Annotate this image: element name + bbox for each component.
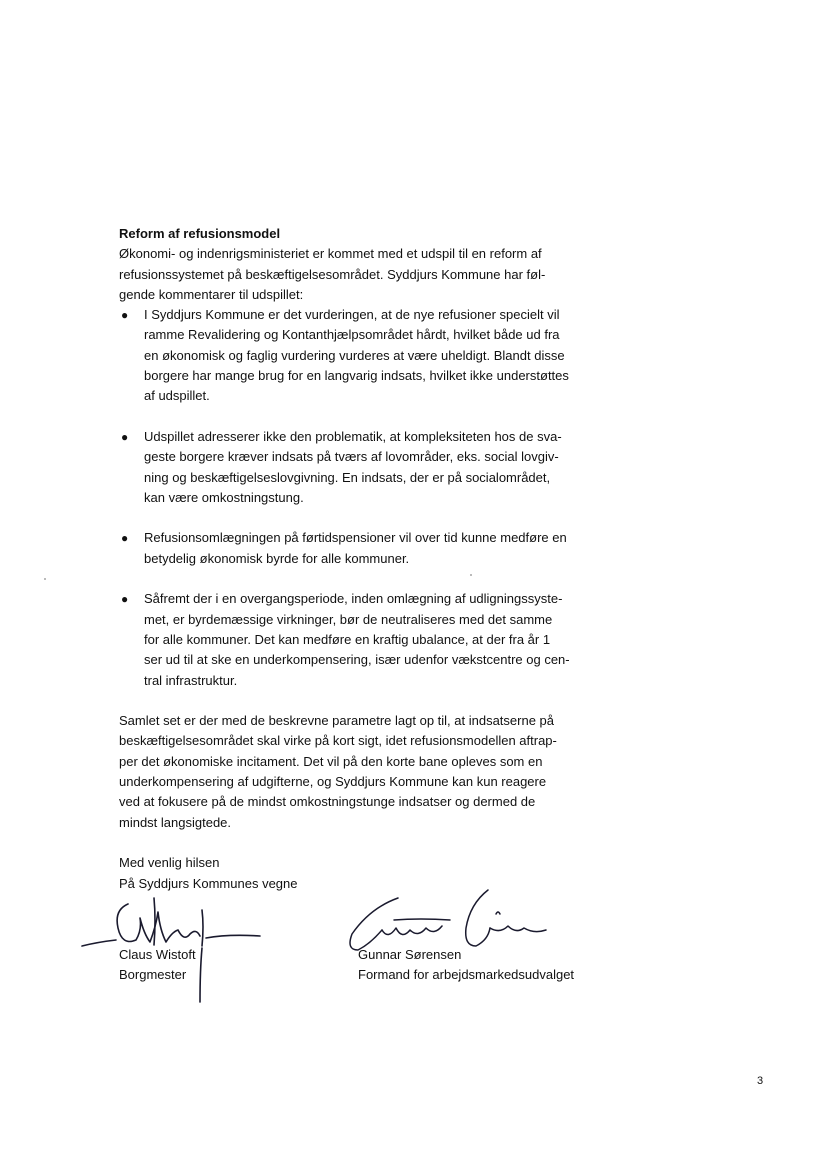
closing-line: Samlet set er der med de beskrevne parametre lagt op til, at indsatserne på bbox=[119, 713, 555, 729]
intro-paragraph bbox=[119, 244, 589, 305]
comment-line: en økonomisk og faglig vurdering vurderes at være uheldigt. Blandt disse bbox=[144, 347, 565, 363]
comment-line: af udspillet. bbox=[144, 388, 210, 404]
comment-item bbox=[119, 589, 589, 690]
comment-item bbox=[119, 528, 589, 569]
comment-line: Udspillet adresserer ikke den problematik, at kompleksiteten hos de sva- bbox=[144, 428, 562, 444]
greeting-line: Med venlig hilsen bbox=[119, 855, 220, 871]
signatory-title: Borgmester bbox=[119, 967, 187, 983]
comment-line: for alle kommuner. Det kan medføre en kraftig ubalance, at der fra år 1 bbox=[144, 631, 551, 647]
scan-speck bbox=[44, 578, 46, 580]
bullet-dot-icon: ● bbox=[121, 592, 129, 607]
comment-line: Såfremt der i en overgangsperiode, inden omlægning af udligningssyste- bbox=[144, 591, 563, 607]
signatory-name: Gunnar Sørensen bbox=[358, 947, 462, 962]
comment-line: geste borgere kræver indsats på tværs af lovområder, eks. social lovgiv- bbox=[144, 449, 559, 465]
comment-line: ning og beskæftigelseslovgivning. En indsats, der er på socialområdet, bbox=[144, 469, 551, 485]
closing-line: beskæftigelsesområdet skal virke på kort sigt, idet refusionsmodellen aftrap- bbox=[119, 733, 557, 749]
bullet-dot-icon: ● bbox=[121, 531, 129, 546]
comment-line: kan være omkostningstung. bbox=[144, 489, 304, 505]
signatory-left bbox=[119, 945, 196, 986]
comment-item bbox=[119, 427, 589, 508]
letter-body bbox=[119, 224, 589, 894]
intro-line: Økonomi- og indenrigsministeriet er kommet med et udspil til en reform af bbox=[119, 246, 542, 262]
comment-line: I Syddjurs Kommune er det vurderingen, at de nye refusioner specielt vil bbox=[144, 307, 560, 323]
comment-line: met, er byrdemæssige virkninger, bør de neutraliseres med det samme bbox=[144, 611, 553, 627]
comment-list bbox=[119, 305, 589, 691]
comment-item bbox=[119, 305, 589, 406]
bullet-dot-icon: ● bbox=[121, 429, 129, 444]
signatory-name: Claus Wistoft bbox=[119, 947, 196, 962]
page-number: 3 bbox=[757, 1075, 764, 1087]
closing-paragraph bbox=[119, 711, 589, 833]
bullet-dot-icon: ● bbox=[121, 308, 129, 323]
closing-line: underkompensering af udgifterne, og Syddjurs Kommune kan kun reagere bbox=[119, 774, 547, 790]
intro-line: refusionssystemet på beskæftigelsesområdet. Syddjurs Kommune har føl- bbox=[119, 266, 546, 282]
closing-line: per det økonomiske incitament. Det vil på den korte bane opleves som en bbox=[119, 753, 543, 769]
signatory-right bbox=[358, 945, 574, 986]
comment-line: ser ud til at ske en underkompensering, især udenfor vækstcentre og cen- bbox=[144, 652, 570, 668]
scan-speck bbox=[470, 574, 472, 576]
comment-line: tral infrastruktur. bbox=[144, 672, 238, 688]
section-heading: Reform af refusionsmodel bbox=[119, 226, 281, 241]
comment-line: Refusionsomlægningen på førtidspensioner vil over tid kunne medføre en bbox=[144, 530, 567, 546]
closing-line: mindst langsigtede. bbox=[119, 814, 232, 830]
comment-line: borgere har mange brug for en langvarig indsats, hvilket ikke understøttes bbox=[144, 368, 569, 384]
comment-line: betydelig økonomisk byrde for alle kommuner. bbox=[144, 550, 410, 566]
on-behalf-line: På Syddjurs Kommunes vegne bbox=[119, 875, 298, 891]
closing-line: ved at fokusere på de mindst omkostningstunge indsatser og dermed de bbox=[119, 794, 536, 810]
signatory-title: Formand for arbejdsmarkedsudvalget bbox=[358, 967, 575, 983]
intro-line: gende kommentarer til udspillet: bbox=[119, 286, 304, 302]
comment-line: ramme Revalidering og Kontanthjælpsområdet hårdt, hvilket både ud fra bbox=[144, 327, 560, 343]
